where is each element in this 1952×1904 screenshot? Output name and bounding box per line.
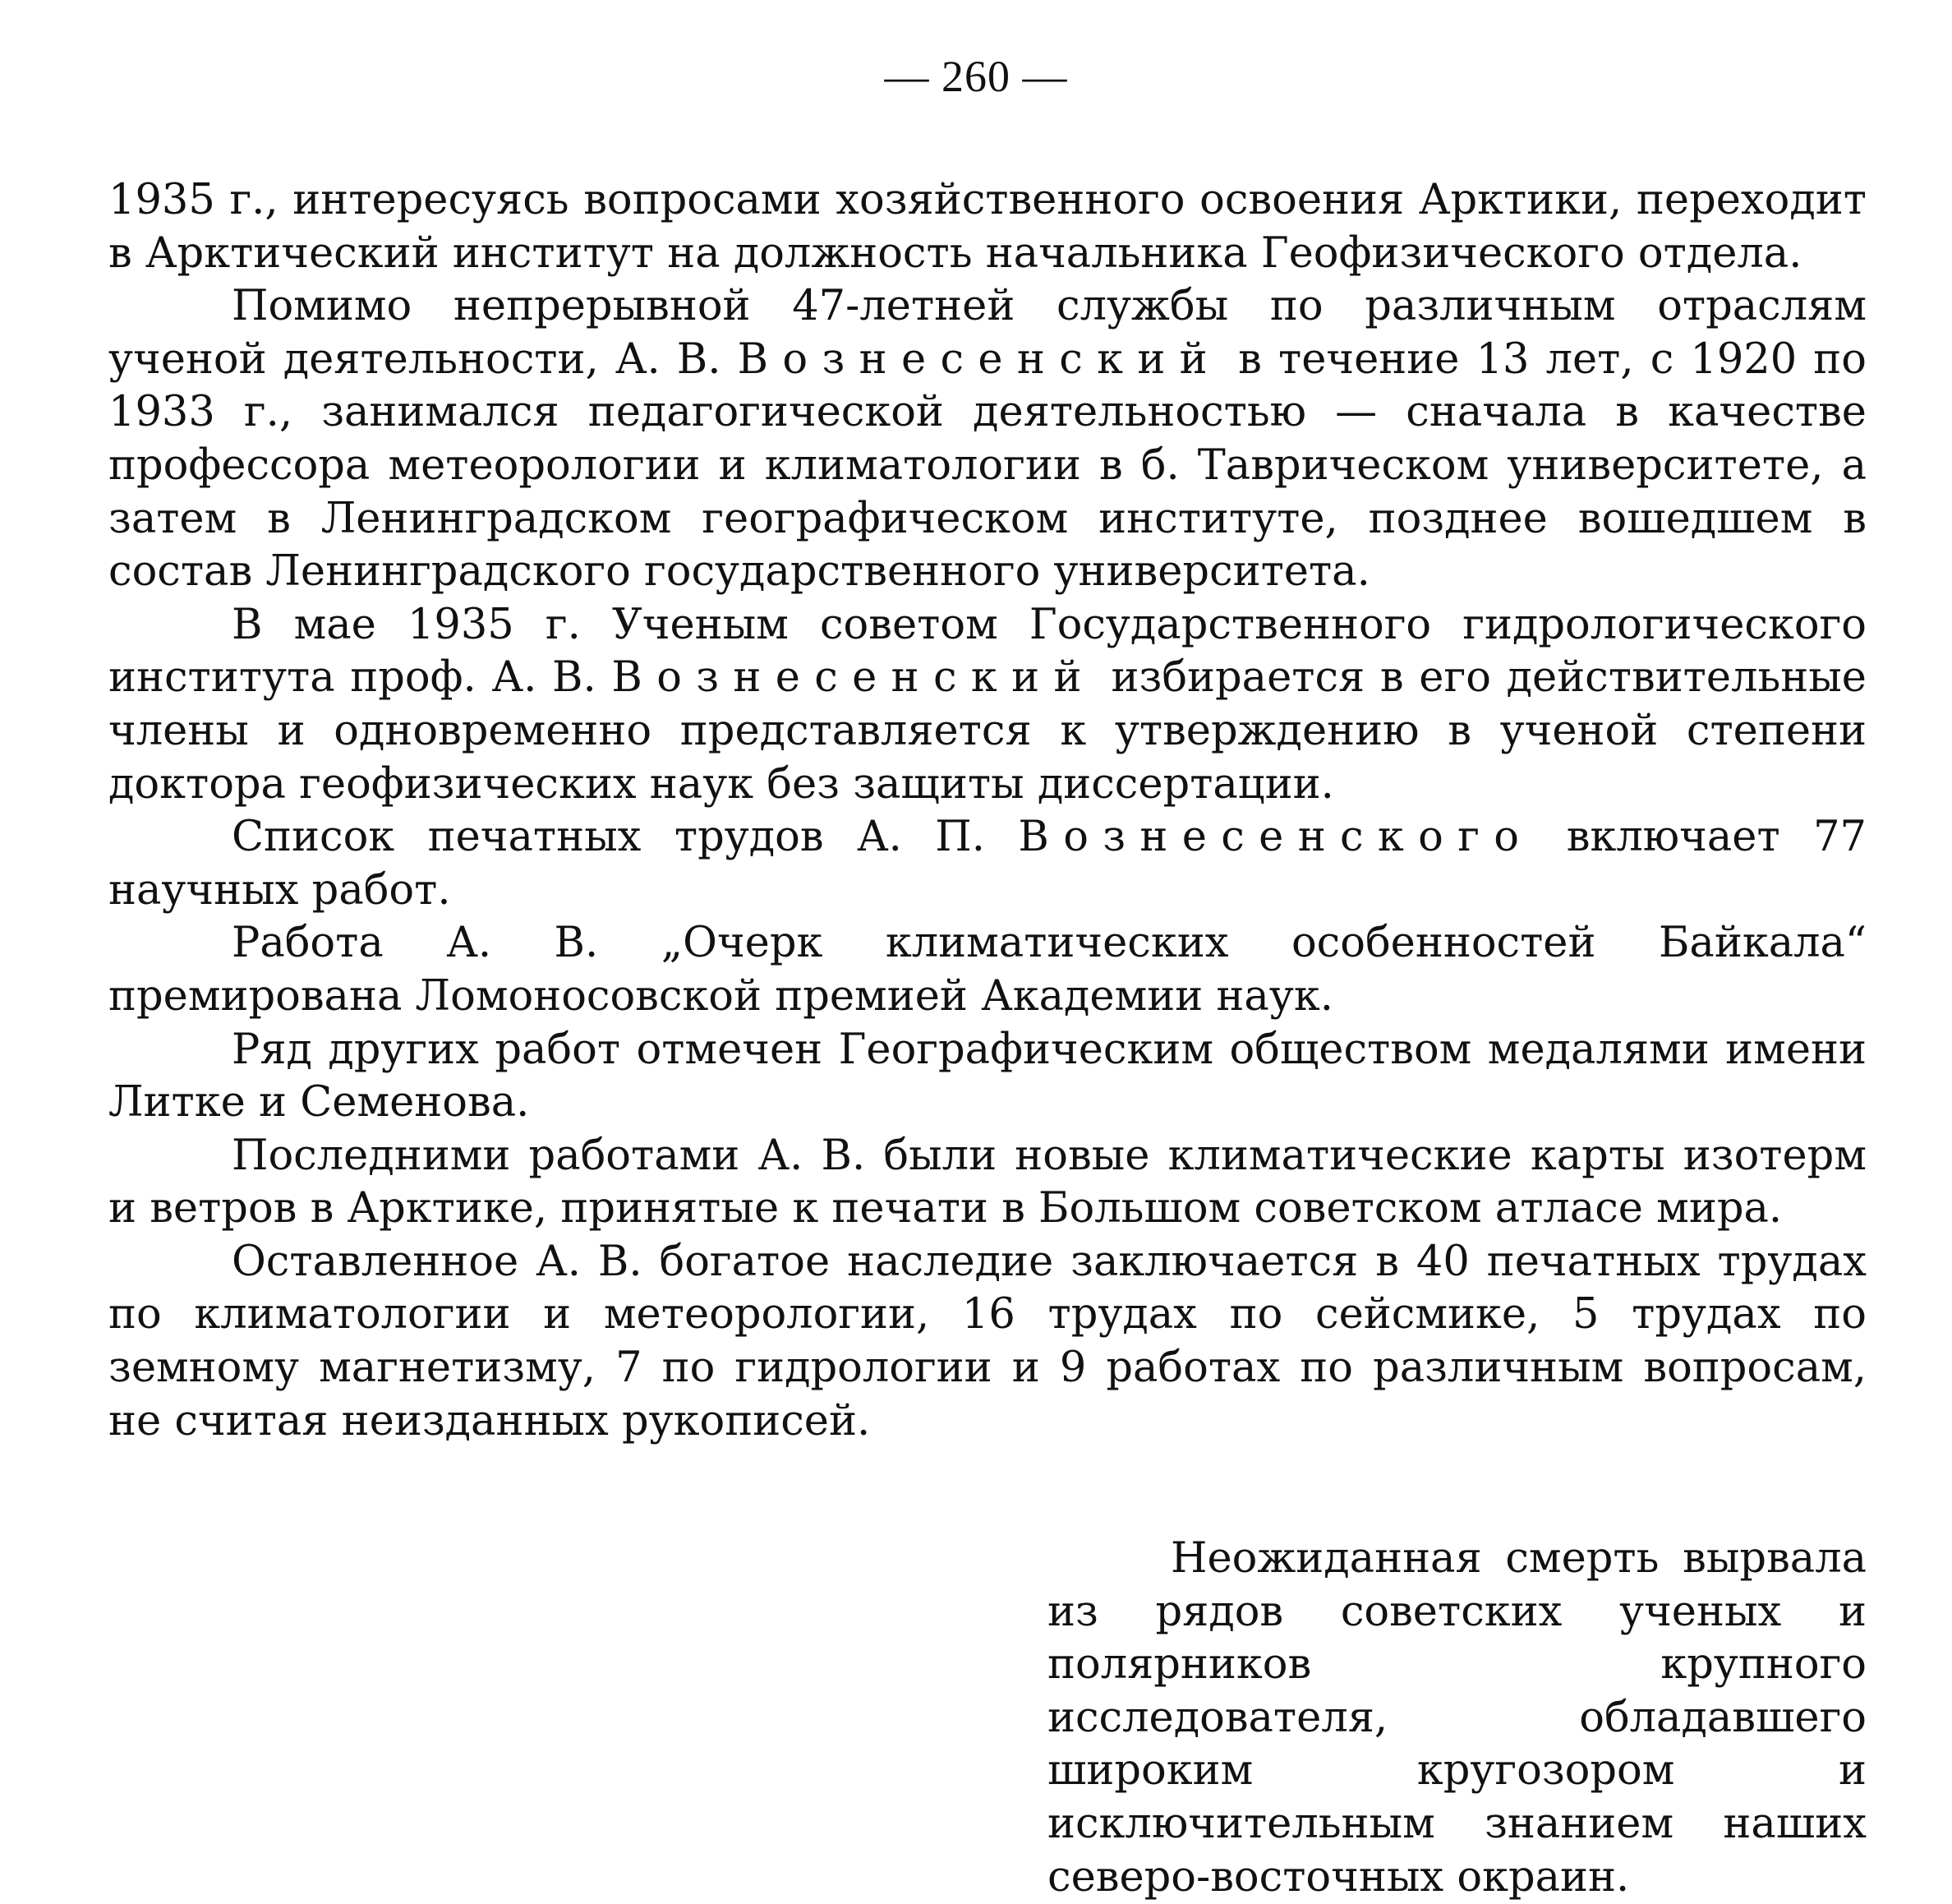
paragraph-1	[108, 174, 1867, 280]
paragraph-4-text-b: включает 77 научных работ.	[108, 813, 1867, 915]
paragraph-8	[108, 1236, 1867, 1448]
paragraph-5-text: Работа А. В. „Очерк климатических особенностей Байкала“ премирована Ломоносовской премией Академии наук.	[108, 919, 1867, 1021]
paragraph-6-text: Ряд других работ отмечен Географическим обществом медалями имени Литке и Семенова.	[108, 1025, 1867, 1127]
paragraph-8-text: Оставленное А. В. богатое наследие заключается в 40 печатных трудах по климатологии и метеорологии, 16 трудах по сейсмике, 5 трудах по земному магнетизму, 7 по гидрологии и 9 работах по различным вопросам, не считая неизданных рукописей.	[108, 1237, 1867, 1445]
paragraph-7	[108, 1130, 1867, 1236]
body-text	[108, 174, 1867, 1448]
paragraph-2	[108, 280, 1867, 599]
spaced-surname: Вознесенский	[737, 334, 1222, 384]
spaced-surname: Вознесенского	[1018, 813, 1534, 862]
paragraph-7-text: Последними работами А. В. были новые климатические карты изотерм и ветров в Арктике, принятые к печати в Большом советском атласе мира.	[108, 1131, 1867, 1233]
paragraph-4-text-a: Список печатных трудов А. П.	[232, 813, 1019, 862]
paragraph-1-text: 1935 г., интересуясь вопросами хозяйственного освоения Арктики, переходит в Арктический институт на должность начальника Геофизического отдела.	[108, 176, 1867, 278]
paragraph-4	[108, 811, 1867, 917]
page-number: — 260 —	[884, 52, 1068, 101]
paragraph-3-text-b: избирается в его действительные члены и одновременно представляется к утверждению в ученой степени доктора геофизических наук без защиты диссертации.	[108, 653, 1867, 809]
closing-text: Неожиданная смерть вырвала из рядов советских ученых и полярников крупного исследователя, обладавшего широким кругозором и исключительным знанием наших северо-восточных окраин.	[1047, 1534, 1867, 1902]
paragraph-5	[108, 917, 1867, 1023]
paragraph-6	[108, 1024, 1867, 1130]
closing-paragraph	[1047, 1533, 1867, 1904]
paragraph-3	[108, 599, 1867, 811]
paragraph-3-text-a: В мае 1935 г. Ученым советом Государственного гидрологического института проф. А. В.	[108, 600, 1867, 703]
paragraph-2-text-b: в течение 13 лет, с 1920 по 1933 г., занимался педагогической деятельностью — сначала в качестве профессора метеорологии и климатологии в б. Таврическом университете, а затем в Ленинградском географическом институте, позднее вошедшем в состав Ленинградского государственного университета.	[108, 334, 1867, 597]
paragraph-2-text-a: Помимо непрерывной 47-летней службы по различным отраслям ученой деятельности, А. В.	[108, 282, 1867, 384]
spaced-surname: Вознесенский	[611, 653, 1096, 703]
